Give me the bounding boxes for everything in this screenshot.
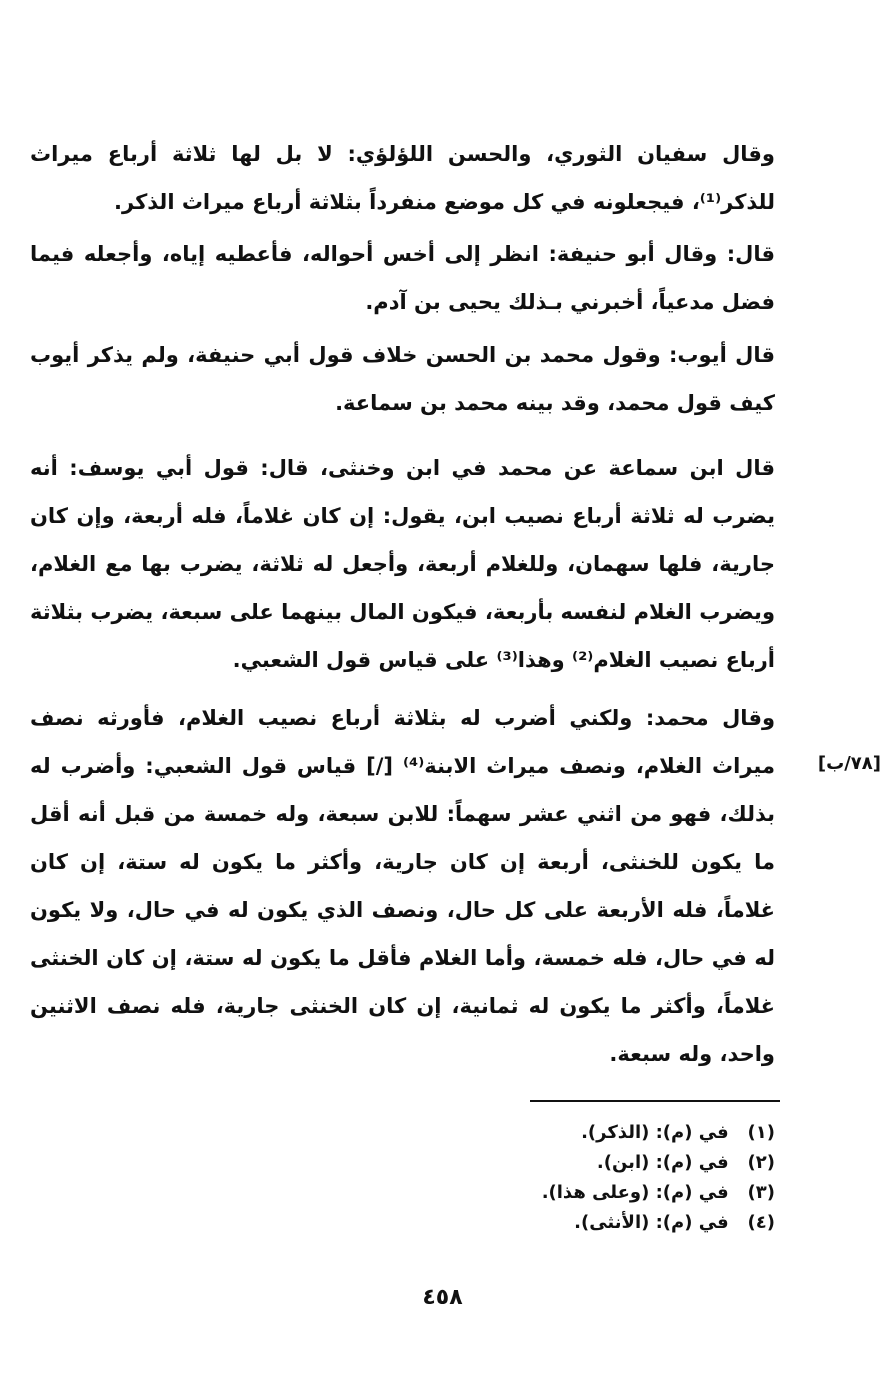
paragraph-3: قال أيوب: وقول محمد بن الحسن خلاف قول أبي حنيفة، ولم يذكر أيوب كيف قول محمد، وقد بينه محمد بن سماعة. bbox=[30, 343, 775, 415]
footnote-number: (٢) bbox=[747, 1152, 775, 1173]
footnote-2 bbox=[430, 1148, 775, 1178]
footnote-number: (١) bbox=[747, 1122, 775, 1143]
paragraph-5: وقال محمد: ولكني أضرب له بثلاثة أرباع نصيب الغلام، فأورثه نصف ميراث الغلام، ونصف ميراث الابنة⁽⁴⁾ [/] قياس قول الشعبي: وأضرب له بذلك، فهو من اثني عشر سهماً: للابن سبعة، وله خمسة من قبل أنه أقل ما يكون للخنثى، أربعة إن كان جارية، وأكثر ما يكون له ستة، إن كان غلاماً، فله الأربعة على كل حال، ونصف الذي يكون له في حال، ولا يكون له في حال، فله خمسة، وأما الغلام فأقل ما يكون له ستة، إن كان الخنثى غلاماً، وأكثر ما يكون له ثمانية، إن كان الخنثى جارية، فله نصف الاثنين واحد، وله سبعة. bbox=[30, 706, 775, 1066]
paragraph-4: قال ابن سماعة عن محمد في ابن وخنثى، قال: قول أبي يوسف: أنه يضرب له ثلاثة أرباع نصيب ابن، يقول: إن كان غلاماً، فله أربعة، وإن كان جارية، فلها سهمان، وللغلام أربعة، وأجعل له ثلاثة، يضرب بها مع الغلام، ويضرب الغلام لنفسه بأربعة، فيكون المال بينهما على سبعة، يضرب بثلاثة أرباع نصيب الغلام⁽²⁾ وهذا⁽³⁾ على قياس قول الشعبي. bbox=[30, 456, 775, 672]
footnote-4 bbox=[430, 1208, 775, 1238]
page-number: ٤٥٨ bbox=[422, 1285, 463, 1310]
footnote-text: في (م): (وعلى هذا). bbox=[541, 1182, 729, 1203]
manuscript-folio-marker: [٧٨/ب] bbox=[817, 753, 881, 774]
footnote-number: (٤) bbox=[747, 1212, 775, 1233]
paragraph-1: وقال سفيان الثوري، والحسن اللؤلؤي: لا بل لها ثلاثة أرباع ميراث للذكر⁽¹⁾، فيجعلونه في كل موضع منفرداً بثلاثة أرباع ميراث الذكر. bbox=[30, 142, 775, 214]
footnote-number: (٣) bbox=[747, 1182, 775, 1203]
footnote-text: في (م): (ابن). bbox=[596, 1152, 729, 1173]
footnotes bbox=[430, 1118, 775, 1238]
footnote-1 bbox=[430, 1118, 775, 1148]
footnote-separator bbox=[530, 1100, 780, 1102]
footnote-text: في (م): (الذكر). bbox=[581, 1122, 729, 1143]
footnote-3 bbox=[430, 1178, 775, 1208]
paragraph-2: قال: وقال أبو حنيفة: انظر إلى أخس أحواله، فأعطيه إياه، وأجعله فيما فضل مدعياً، أخبرني بـذلك يحيى بن آدم. bbox=[30, 242, 775, 314]
footnote-text: في (م): (الأنثى). bbox=[574, 1212, 729, 1233]
